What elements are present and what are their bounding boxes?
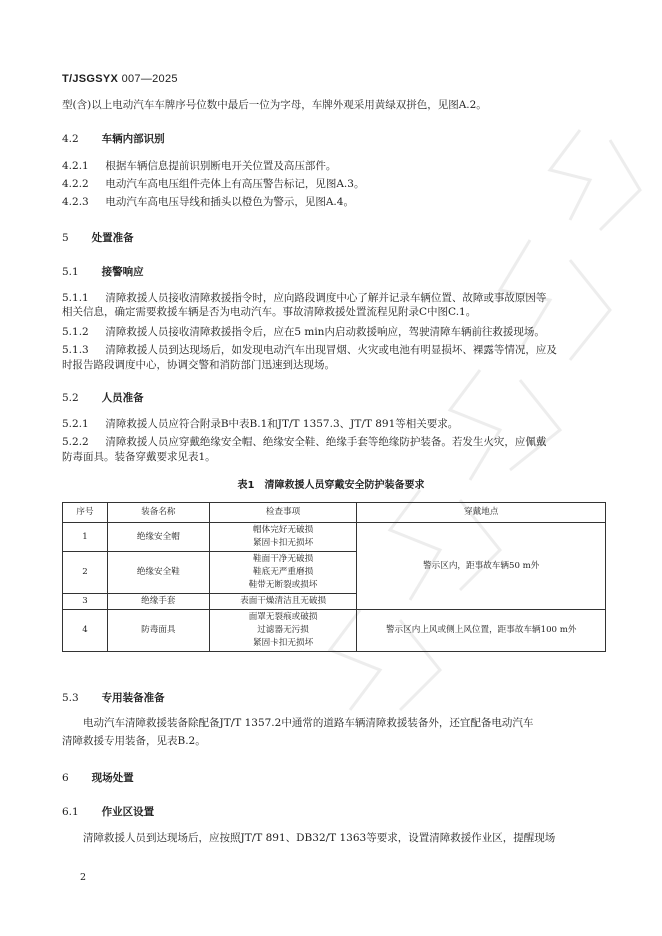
check-items [209,610,357,652]
paragraph-line1: 清障救援人员到达现场后，应按照JT/T 891、DB32/T 1363等要求，设置清障救援作业区，提醒现场 [83,832,556,844]
section-title: 现场处置 [91,772,134,784]
section-title: 处置准备 [91,232,134,244]
check-item: 面罩无裂痕或破损 [248,612,318,622]
check-item: 表面干燥清洁且无破损 [240,596,327,606]
clause-text: 电动汽车高电压导线和插头以橙色为警示，见图A.4。 [105,196,354,208]
section-heading-5 [62,230,134,245]
check-item: 紧固卡扣无损坏 [253,638,314,648]
equipment-name: 绝缘安全鞋 [107,552,209,594]
clause-4-2-2 [62,176,364,191]
section-heading-6 [62,770,134,785]
section-number: 5.1 [62,266,79,278]
clause-5-1-2 [62,324,545,339]
clause-number: 5.1.3 [62,344,89,356]
header-cell: 检查事项 [209,503,357,523]
equipment-name: 绝缘手套 [107,594,209,610]
clause-text-line1: 清障救援人员应穿戴绝缘安全帽、绝缘安全鞋、绝缘手套等绝缘防护装备。若发生火灾，应佩戴 [105,436,547,448]
clause-number: 5.2.1 [62,418,89,430]
row-number: 3 [63,594,108,610]
clause-number: 5.1.1 [62,292,89,304]
section-title: 车辆内部识别 [101,133,165,145]
section-heading-5-3 [62,690,165,705]
clause-text-line1: 清障救援人员应符合附录B中表B.1和JT/T 1357.3、JT/T 891等相关要求。 [105,418,459,430]
section-title: 专用装备准备 [101,692,165,704]
section-title: 人员准备 [101,392,144,404]
section-title: 接警响应 [101,266,144,278]
row-number: 1 [63,523,108,552]
clause-text-line2: 时报告路段调度中心，协调交警和消防部门迅速到达现场。 [62,359,335,371]
standard-code [62,73,178,85]
clause-text-line1: 清障救援人员接收清障救援指令时，应向路段调度中心了解并记录车辆位置、故障或事故原因等 [105,292,547,304]
table-row [63,523,606,552]
clause-number: 5.1.2 [62,326,89,338]
page-number: 2 [80,872,87,883]
paragraph-line2: 清障救援专用装备，见表B.2。 [62,735,206,747]
clause-text-line1: 清障救援人员接收清障救援指令后，应在5 min内启动救援响应，驾驶清障车辆前往救援现场。 [105,326,545,338]
equipment-name: 绝缘安全帽 [107,523,209,552]
section-title: 作业区设置 [101,806,155,818]
check-item: 过滤器无污损 [257,625,309,635]
clause-4-2-3 [62,194,354,209]
clause-text: 电动汽车高电压组件壳体上有高压警告标记，见图A.3。 [105,178,365,190]
equipment-table [62,502,606,652]
intro-paragraph: 型(含)以上电动汽车车牌序号位数中最后一位为字母，车牌外观采用黄绿双拼色，见图A.2。 [62,99,487,111]
table-header-row [63,503,606,523]
section-number: 5.2 [62,392,79,404]
check-item: 鞋底无严重磨损 [253,567,314,577]
section-number: 5 [62,232,69,244]
clause-5-1-1 [62,290,546,305]
section-number: 5.3 [62,692,79,704]
standard-number: 007—2025 [121,73,178,85]
wear-location: 警示区内，距事故车辆50 m外 [357,523,606,610]
check-item: 鞋带无断裂或损坏 [248,580,318,590]
check-items [209,523,357,552]
clause-number: 5.2.2 [62,436,89,448]
clause-4-2-1 [62,158,336,173]
check-item: 紧固卡扣无损坏 [253,538,314,548]
table-row [63,610,606,652]
paragraph-line1: 电动汽车清障救援装备除配备JT/T 1357.2中通常的道路车辆清障救援装备外，还宜配备电动汽车 [83,717,534,729]
clause-text-line2: 相关信息，确定需要救援车辆是否为电动汽车。事故清障救援处置流程见附录C中图C.1。 [62,306,477,318]
clause-number: 4.2.2 [62,178,89,190]
section-heading-6-1 [62,804,154,819]
check-items [209,552,357,594]
check-items [209,594,357,610]
header-cell: 穿戴地点 [357,503,606,523]
equipment-name: 防毒面具 [107,610,209,652]
section-heading-4-2 [62,131,165,146]
check-item: 鞋面干净无破损 [253,554,314,564]
clause-number: 4.2.3 [62,196,89,208]
header-cell: 装备名称 [107,503,209,523]
check-item: 帽体完好无破损 [253,525,314,535]
section-heading-5-1 [62,264,144,279]
clause-text-line2: 防毒面具。装备穿戴要求见表1。 [62,451,216,463]
section-number: 4.2 [62,133,79,145]
table-caption: 表1 清障救援人员穿戴安全防护装备要求 [237,480,425,491]
standard-prefix: T/JSGSYX [62,73,119,85]
clause-text-line1: 清障救援人员到达现场后，如发现电动汽车出现冒烟、火灾或电池有明显损坏、裸露等情况，应及 [105,344,557,356]
clause-5-1-3 [62,342,557,357]
section-heading-5-2 [62,390,144,405]
wear-location: 警示区内上风或侧上风位置，距事故车辆100 m外 [357,610,606,652]
header-cell: 序号 [63,503,108,523]
row-number: 4 [63,610,108,652]
clause-text: 根据车辆信息提前识别断电开关位置及高压部件。 [105,160,337,172]
clause-5-2-1 [62,416,458,431]
section-number: 6.1 [62,806,79,818]
clause-number: 4.2.1 [62,160,89,172]
row-number: 2 [63,552,108,594]
clause-5-2-2 [62,434,546,449]
section-number: 6 [62,772,69,784]
